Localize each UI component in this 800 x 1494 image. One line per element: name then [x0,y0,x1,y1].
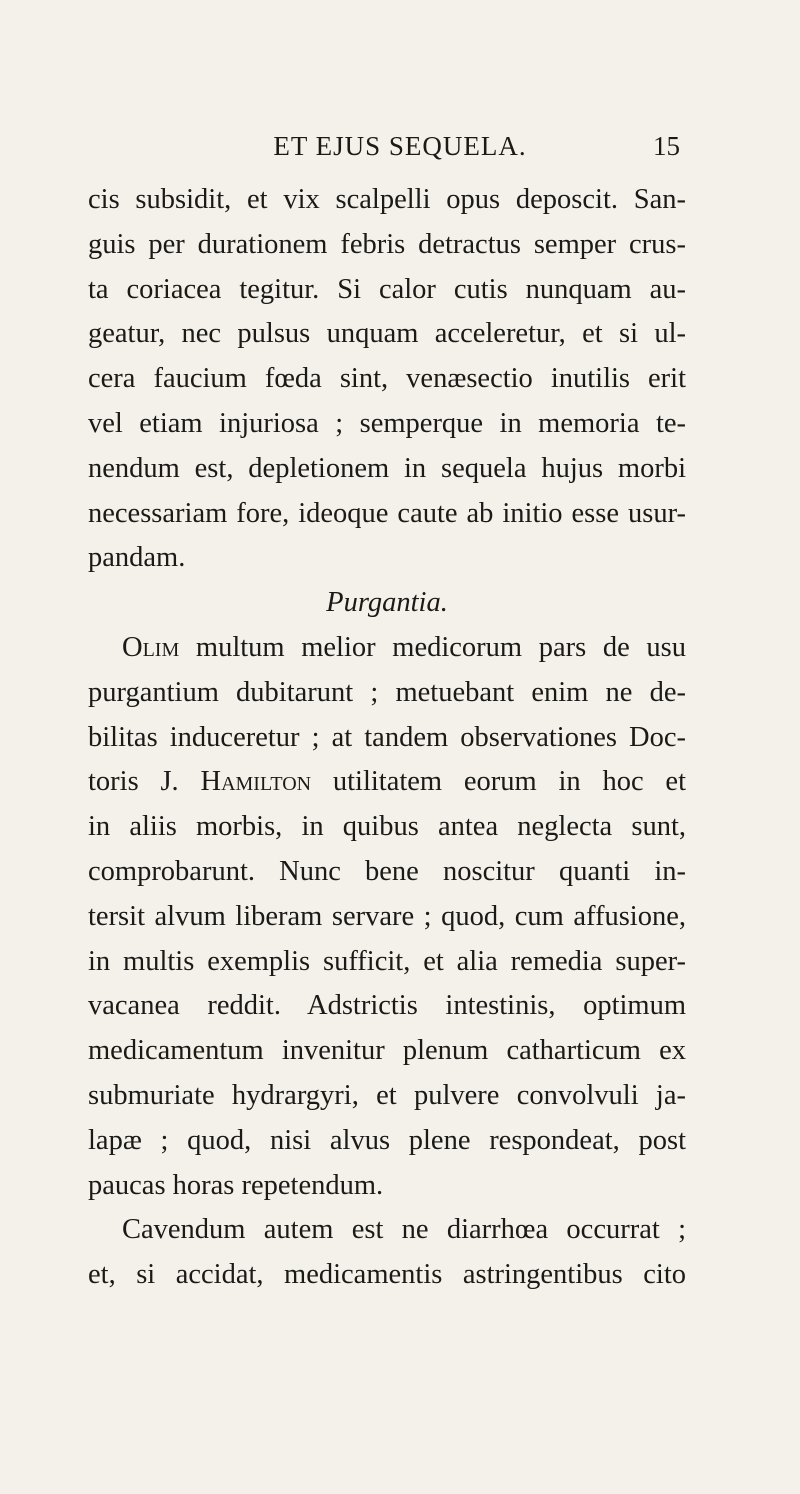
page-number: 15 [653,131,680,161]
initial-word: Olim [122,631,180,663]
text-line: vel etiam injuriosa ; semperque in memoria te- [88,407,686,439]
paragraph-1 [88,178,686,581]
text-line: Cavendum autem est ne diarrhœa occurrat ; [122,1214,686,1246]
text-span: multum melior medicorum pars de usu [179,631,686,663]
text-line: ta coriacea tegitur. Si calor cutis nunquam au- [88,273,686,305]
text-line: in multis exemplis sufficit, et alia remedia super- [88,945,686,977]
text-line: guis per durationem febris detractus semper crus- [88,228,686,260]
text-span: toris J. [88,766,201,798]
text-line [88,626,686,671]
text-line: paucas horas repetendum. [88,1169,384,1201]
text-line: submuriate hydrargyri, et pulvere convolvuli ja- [88,1079,686,1111]
text-span: utilitatem eorum in hoc et [311,766,686,798]
text-line [88,760,686,805]
text-line: pandam. [88,542,186,574]
text-line: purgantium dubitarunt ; metuebant enim ne de- [88,676,686,708]
text-line: geatur, nec pulsus unquam acceleretur, et si ul- [88,318,686,350]
text-line: nendum est, depletionem in sequela hujus morbi [88,452,686,484]
paragraph-3 [88,1208,686,1298]
text-line: et, si accidat, medicamentis astringentibus cito [88,1259,686,1291]
section-heading: Purgantia. [326,587,448,619]
page-header [0,131,800,171]
text-line: vacanea reddit. Adstrictis intestinis, optimum [88,990,686,1022]
text-line: comprobarunt. Nunc bene noscitur quanti in- [88,855,686,887]
text-line: tersit alvum liberam servare ; quod, cum affusione, [88,900,686,932]
text-line: medicamentum invenitur plenum catharticum ex [88,1035,686,1067]
text-line: necessariam fore, ideoque caute ab initio esse usur- [88,497,686,529]
text-line: cis subsidit, et vix scalpelli opus deposcit. San- [88,184,686,215]
text-line: cera faucium fœda sint, venæsectio inutilis erit [88,363,686,395]
text-line: bilitas induceretur ; at tandem observationes Doc- [88,721,686,753]
body-text [88,178,686,1298]
running-title: ET EJUS SEQUELA. [273,131,527,161]
author-name: Hamilton [200,766,312,798]
paragraph-2 [88,626,686,1208]
text-line: lapæ ; quod, nisi alvus plene respondeat, post [88,1124,686,1156]
text-line: in aliis morbis, in quibus antea neglecta sunt, [88,811,686,843]
